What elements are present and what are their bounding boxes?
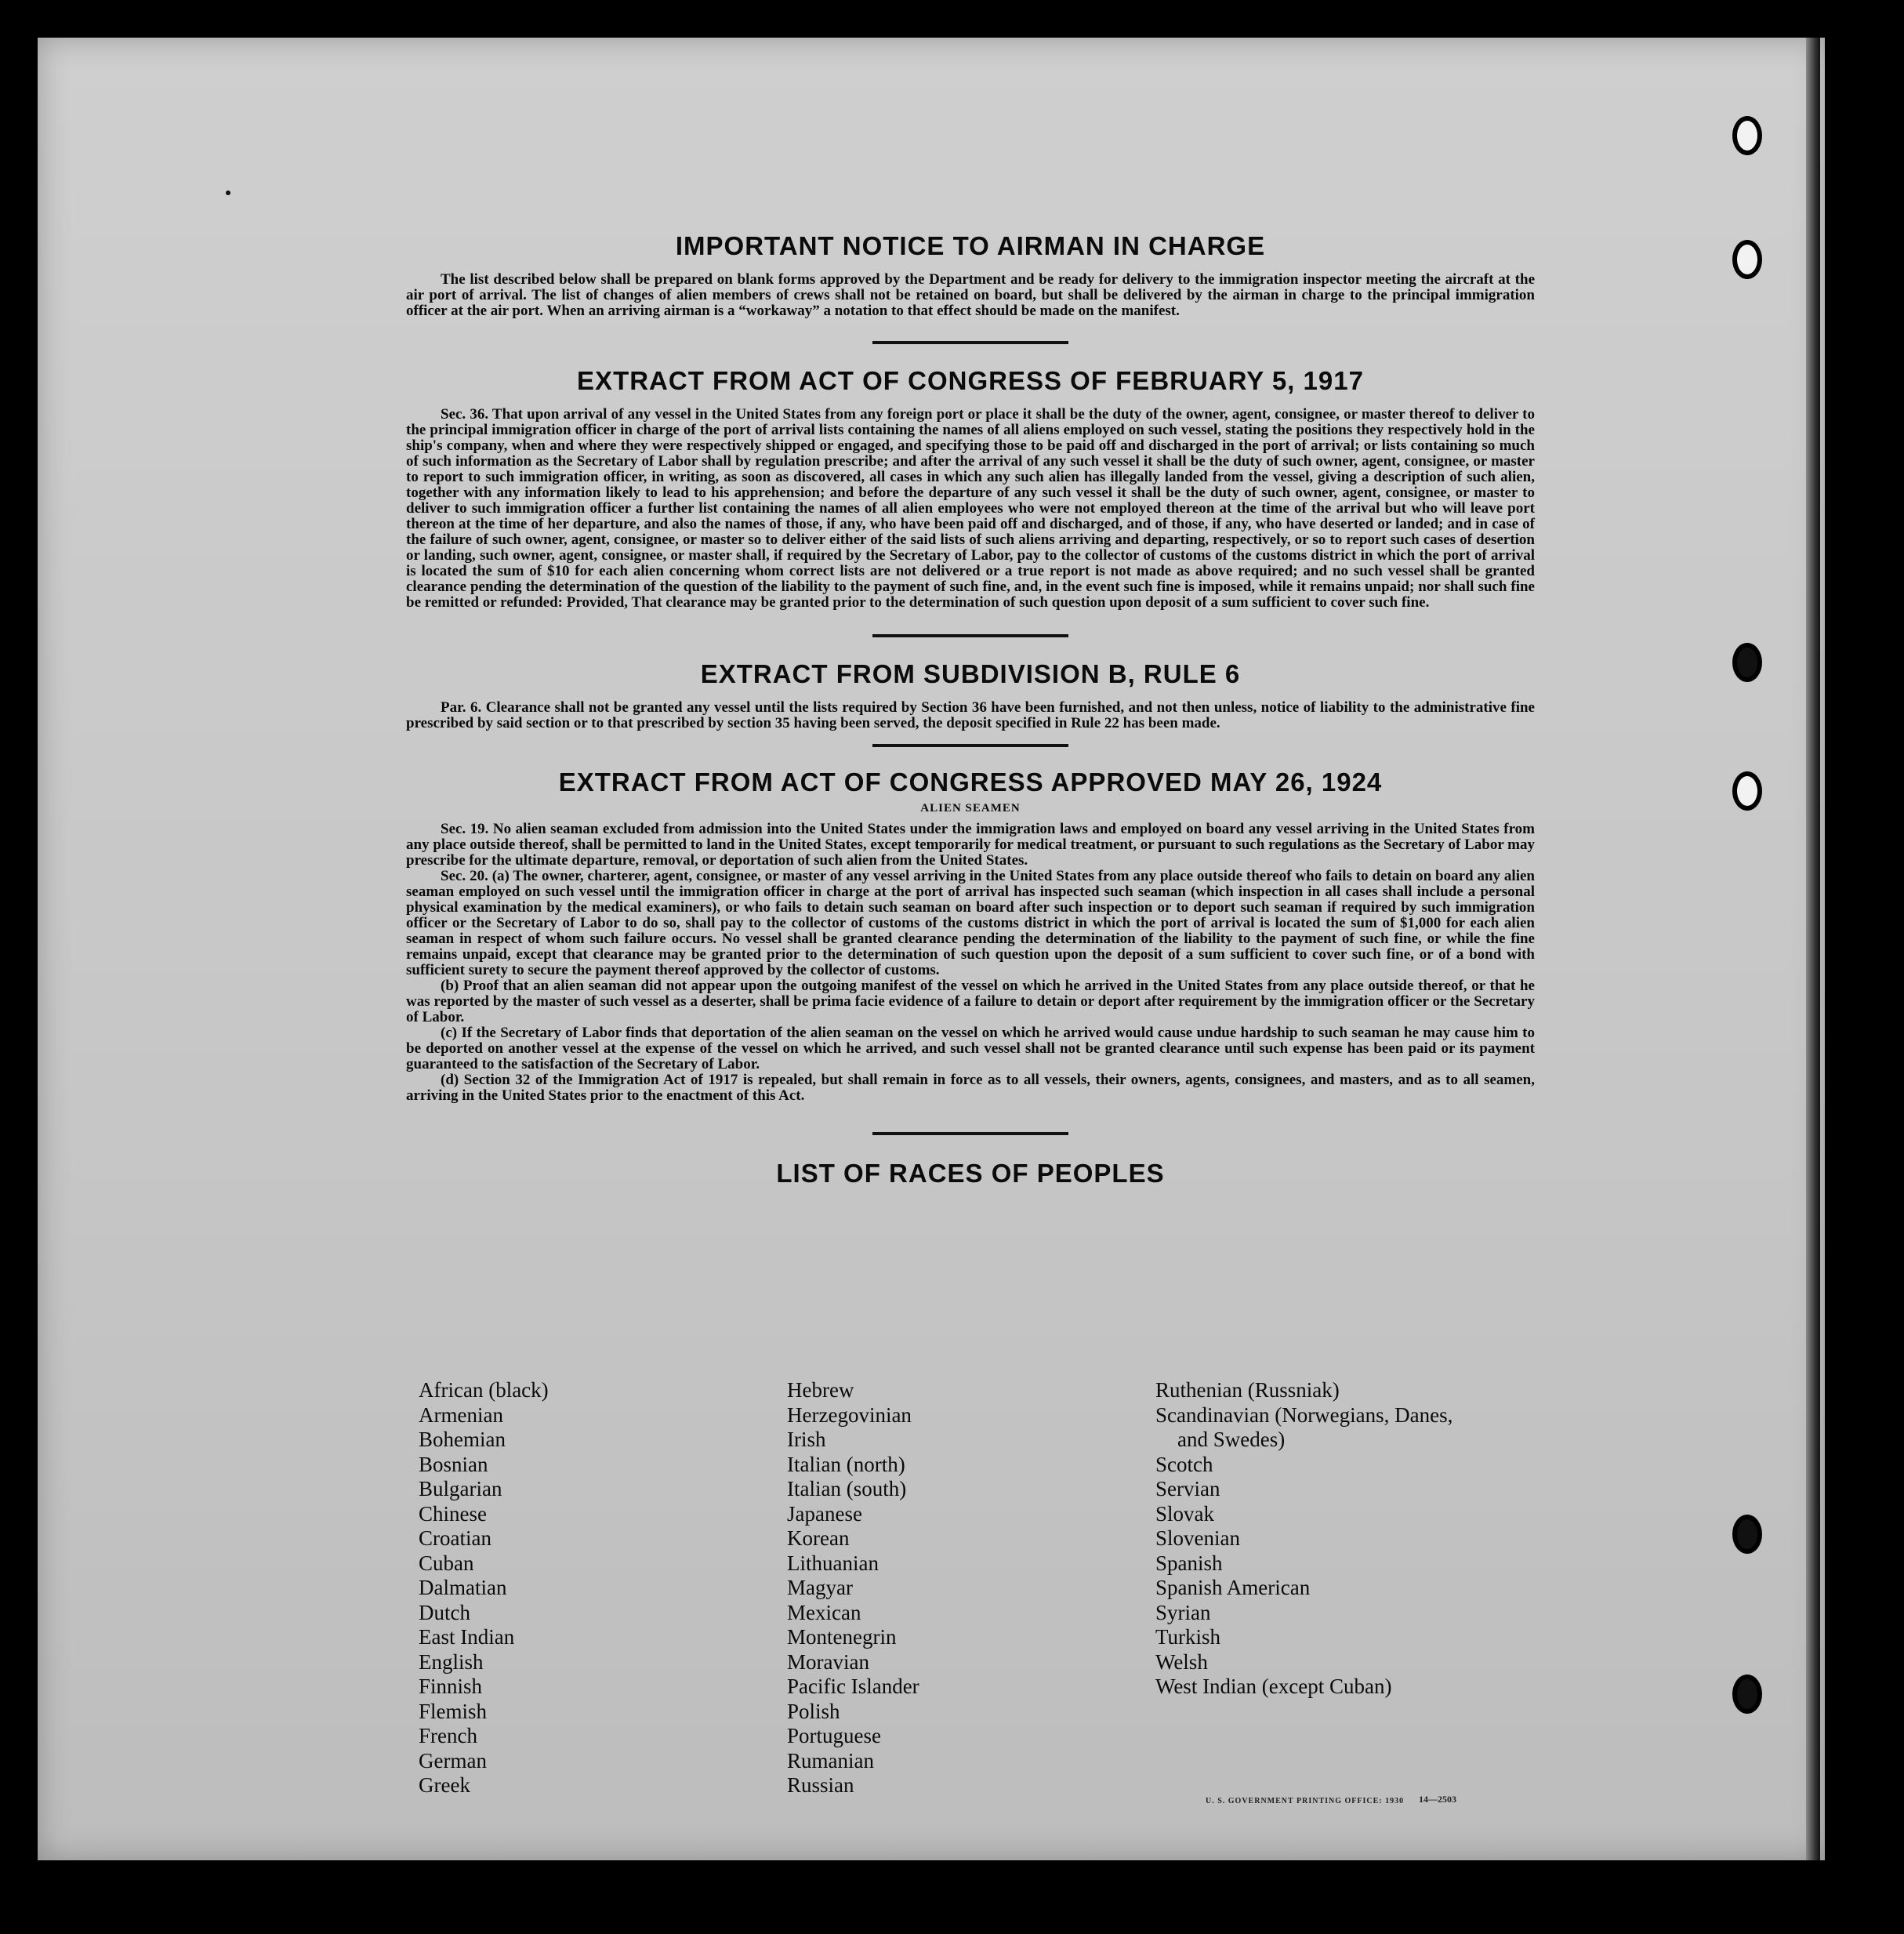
race-item: Moravian: [787, 1649, 869, 1674]
race-item: Scandinavian (Norwegians, Danes,: [1155, 1402, 1453, 1427]
race-item: Korean: [787, 1526, 850, 1550]
race-item: Ruthenian (Russniak): [1155, 1378, 1340, 1402]
punch-hole: [1732, 240, 1762, 279]
race-item: German: [419, 1748, 487, 1773]
punch-hole: [1732, 643, 1762, 682]
act-1924-title: EXTRACT FROM ACT OF CONGRESS APPROVED MAY 26, 1924: [558, 767, 1383, 796]
sec-20c-text: (c) If the Secretary of Labor finds that deportation of the alien seaman on the vessel on which he arrived would cause undue hardship to such seaman he may cause him to be deported on another vessel at the expense of the vessel on which he arrived, and such vessel shall not be granted clearance until such expense has been paid or its payment guaranteed to the satisfaction of the Secretary of Labor.: [406, 1025, 1535, 1072]
sec-20a-text: Sec. 20. (a) The owner, charterer, agent, consignee, or master of any vessel arriving in the United States from any place outside thereof who fails to detain on board any alien seaman employed on such vessel until the immigration officer in charge at the port of arrival has inspected such seaman (which inspection in all cases shall include a personal physical examination by the medical examiners), or who fails to detain such seaman on board after such inspection or to deport such seaman if required by such immigration officer or the Secretary of Labor to do so, shall pay to the collector of customs of the customs district in which the port of arrival is located the sum of $1,000 for each alien seaman in respect of whom such failure occurs. No vessel shall be granted clearance pending the determination of the liability to the payment of such fine, or while the fine remains unpaid, except that clearance may be granted prior to the determination of such question upon the deposit of a sum sufficient to cover such fine, or of a bond with sufficient surety to secure the payment thereof approved by the collector of customs.: [406, 868, 1535, 978]
document-body: [406, 194, 1535, 1188]
document-page: [38, 38, 1825, 1860]
race-item: Greek: [419, 1773, 470, 1797]
races-title: LIST OF RACES OF PEOPLES: [776, 1159, 1165, 1188]
race-item: Irish: [787, 1428, 826, 1451]
form-code: 14—2503: [1419, 1794, 1456, 1805]
punch-hole: [1732, 771, 1762, 811]
race-item: Flemish: [419, 1699, 488, 1723]
race-item: Dalmatian: [419, 1576, 507, 1599]
act-1917-title: EXTRACT FROM ACT OF CONGRESS OF FEBRUARY 5, 1917: [577, 366, 1364, 395]
race-item: Hebrew: [787, 1378, 854, 1402]
race-item: Pacific Islander: [787, 1675, 919, 1698]
race-item: Cuban: [419, 1551, 474, 1575]
punch-hole: [1732, 116, 1762, 155]
race-item: Spanish American: [1155, 1576, 1311, 1599]
race-item: Welsh: [1155, 1649, 1208, 1674]
act-1917-text: Sec. 36. That upon arrival of any vessel in the United States from any foreign port or place it shall be the duty of the owner, agent, consignee, or master thereof to deliver to the principal immigration officer in charge of the port of arrival lists containing the names of all aliens employed on such vessel, stating the positions they respectively hold in the ship's company, when and where they were respectively shipped or engaged, and specifying those to be paid off and discharged in the port of arrival; or lists containing so much of such information as the Secretary of Labor shall by regulation prescribe; and after the arrival of any such vessel it shall be the duty of such owner, agent, consignee, or master to report to such immigration officer, in writing, as soon as discovered, all cases in which any such alien has illegally landed from the vessel, giving a description of such alien, together with any information likely to lead to his apprehension; and before the departure of any such vessel it shall be the duty of such owner, agent, consignee, or master to deliver to such immigration officer a further list containing the names of all alien employees who were not employed thereon at the time of the arrival but who will leave port thereon at the time of her departure, and also the names of those, if any, who have been paid off and discharged, and of those, if any, who have deserted or landed; and in case of the failure of such owner, agent, consignee, or master so to deliver either of the said lists of such aliens arriving and departing, respectively, or so to report such cases of desertion or landing, such owner, agent, consignee, or master shall, if required by the Secretary of Labor, pay to the collector of customs of the customs district in which the port of arrival is located the sum of $10 for each alien concerning whom correct lists are not delivered or a true report is not made as above required; and no such vessel shall be granted clearance pending the determination of the question of the liability to the payment of such fine, and, in the event such fine is imposed, while it remains unpaid; nor shall such fine be remitted or refunded: Provided, That clearance may be granted prior to the determination of such question upon deposit of a sum sufficient to cover such fine.: [406, 406, 1535, 611]
race-item: Slovak: [1155, 1501, 1215, 1526]
rule-6-title: EXTRACT FROM SUBDIVISION B, RULE 6: [700, 659, 1241, 688]
race-item: Montenegrin: [787, 1625, 897, 1649]
race-item: Polish: [787, 1699, 840, 1723]
sec-19-text: Sec. 19. No alien seaman excluded from admission into the United States under the immigration laws and employed on board any vessel arriving in the United States from any place outside thereof, shall be permitted to land in the United States, except temporarily for medical treatment, or pursuant to such regulations as the Secretary of Labor may prescribe for the ultimate departure, removal, or deportation of such alien from the United States.: [406, 821, 1535, 869]
notice-title: IMPORTANT NOTICE TO AIRMAN IN CHARGE: [675, 231, 1266, 260]
race-item: Finnish: [419, 1675, 483, 1698]
punch-hole: [1732, 1675, 1762, 1714]
sec-20b-text: (b) Proof that an alien seaman did not appear upon the outgoing manifest of the vessel on which he arrived in the United States from any place outside thereof, or that he was reported by the master of such vessel as a deserter, shall be prima facie evidence of a failure to detain or deport after requirement by the immigration officer or the Secretary of Labor.: [406, 978, 1535, 1025]
races-list: [419, 1378, 1594, 1798]
section-divider: [872, 744, 1068, 747]
race-item: East Indian: [419, 1625, 515, 1649]
race-item: English: [419, 1649, 484, 1674]
race-item: Armenian: [419, 1402, 503, 1427]
notice-text: The list described below shall be prepared on blank forms approved by the Department and be ready for delivery to the immigration inspector meeting the aircraft at the air port of arrival. The list of changes of alien members of crews shall not be retained on board, but shall be delivered by the airman in charge to the principal immigration officer at the air port. When an arriving airman is a “workaway” a notation to that effect should be made on the manifest.: [406, 271, 1535, 319]
race-item: Lithuanian: [787, 1551, 879, 1575]
race-item: French: [419, 1724, 477, 1747]
race-item: Syrian: [1155, 1600, 1211, 1624]
section-divider: [872, 1132, 1068, 1135]
sec-20d-text: (d) Section 32 of the Immigration Act of 1917 is repealed, but shall remain in force as to all vessels, their owners, agents, consignees, and masters, and as to all seamen, arriving in the United States prior to the enactment of this Act.: [406, 1072, 1535, 1104]
race-item: Chinese: [419, 1501, 487, 1526]
rule-6-text: Par. 6. Clearance shall not be granted any vessel until the lists required by Section 36 have been furnished, and not then unless, notice of liability to the administrative fine prescribed by said section or to that prescribed by section 35 having been served, the deposit specified in Rule 22 has been made.: [406, 699, 1535, 731]
race-item: African (black): [419, 1378, 549, 1402]
races-column-3: [1155, 1378, 1524, 1798]
race-item: Bohemian: [419, 1428, 506, 1451]
race-item: Slovenian: [1155, 1526, 1240, 1550]
race-item: Scotch: [1155, 1452, 1213, 1476]
race-item: Croatian: [419, 1526, 491, 1550]
race-item: Servian: [1155, 1477, 1220, 1500]
race-item: Mexican: [787, 1600, 861, 1624]
race-item: Rumanian: [787, 1748, 874, 1773]
race-item: Herzegovinian: [787, 1402, 912, 1427]
race-item: Bulgarian: [419, 1477, 502, 1500]
races-column-1: [419, 1378, 787, 1798]
alien-seamen-subtitle: ALIEN SEAMEN: [920, 802, 1021, 815]
page-edge: [1806, 38, 1820, 1860]
section-divider: [872, 634, 1068, 637]
race-item: Russian: [787, 1773, 854, 1797]
punch-hole: [1732, 1515, 1762, 1554]
race-item: Portuguese: [787, 1724, 881, 1747]
speck: [226, 190, 230, 195]
race-item: Magyar: [787, 1576, 853, 1599]
race-item: and Swedes): [1177, 1428, 1286, 1451]
races-column-2: [787, 1378, 1155, 1798]
race-item: Japanese: [787, 1501, 862, 1526]
section-divider: [872, 341, 1068, 344]
race-item: Turkish: [1155, 1625, 1221, 1649]
race-item: Spanish: [1155, 1551, 1223, 1575]
race-item: Dutch: [419, 1600, 470, 1624]
race-item: West Indian (except Cuban): [1155, 1675, 1392, 1698]
race-item: Italian (south): [787, 1477, 907, 1500]
race-item: Bosnian: [419, 1452, 488, 1476]
race-item: Italian (north): [787, 1452, 905, 1476]
printer-imprint: U. S. GOVERNMENT PRINTING OFFICE: 1930: [1206, 1797, 1405, 1805]
